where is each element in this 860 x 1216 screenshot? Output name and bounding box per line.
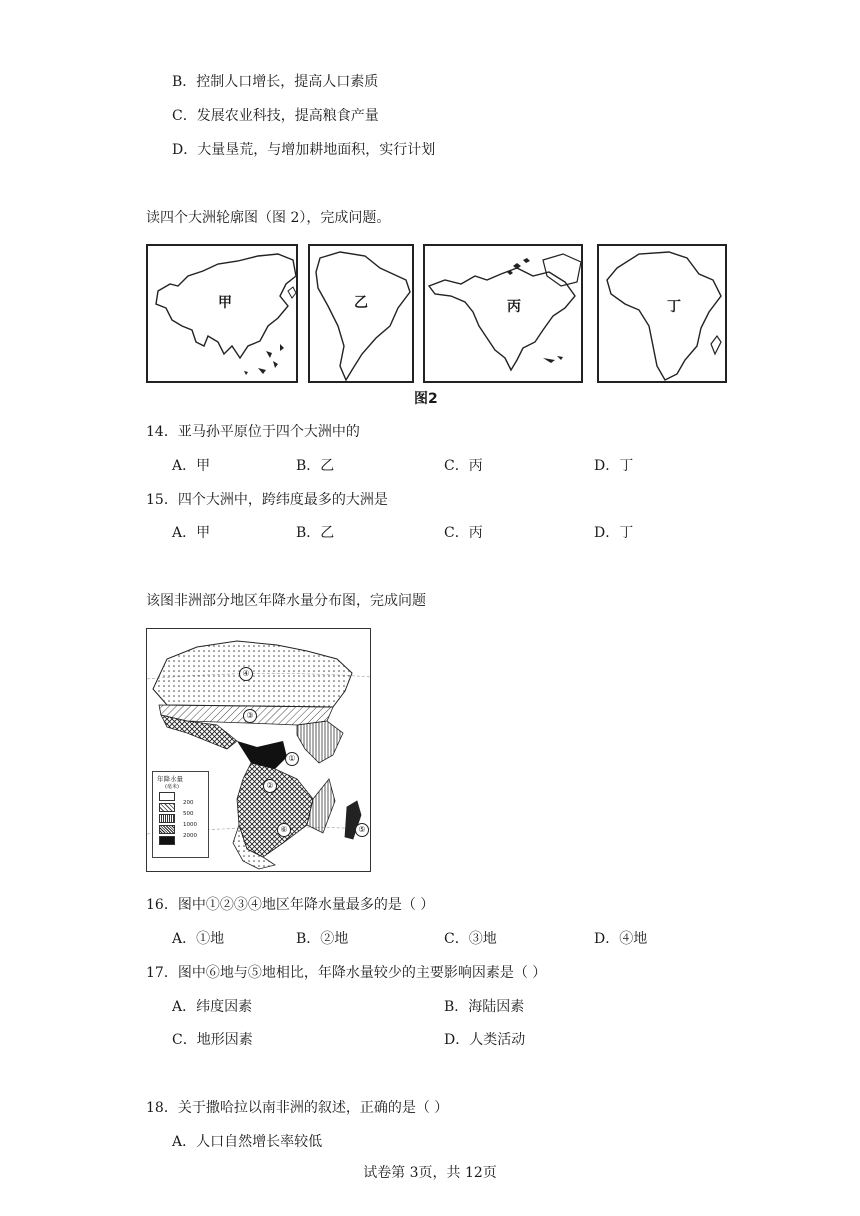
north-america-outline-icon — [425, 246, 583, 383]
map-north-america — [423, 244, 583, 383]
page-footer: 试卷第 3页，共 12页 — [363, 1165, 497, 1181]
q16-option-d: D．④地 — [594, 931, 648, 947]
africa-precipitation-map — [146, 628, 371, 872]
q17-option-d: D．人类活动 — [444, 1032, 526, 1048]
q15-option-c: C．丙 — [444, 525, 483, 541]
map-south-america — [308, 244, 414, 383]
section2-intro: 该图非洲部分地区年降水量分布图，完成问题 — [146, 593, 426, 609]
legend-swatch-1 — [159, 792, 175, 801]
legend-unit: (毫米) — [165, 784, 179, 790]
q16-option-a: A．①地 — [172, 931, 225, 947]
q17-stem: 17．图中⑥地与⑤地相比，年降水量较少的主要影响因素是（ ） — [146, 965, 547, 981]
q16-option-c: C．③地 — [444, 931, 497, 947]
legend-value-2000: 2000 — [183, 833, 197, 839]
legend-swatch-2 — [159, 803, 175, 812]
region-6-marker: ⑥ — [277, 823, 291, 837]
q17-option-b: B．海陆因素 — [444, 999, 525, 1015]
region-3-marker: ③ — [243, 709, 257, 723]
asia-outline-icon — [148, 246, 298, 383]
region-1-marker: ① — [285, 752, 299, 766]
q14-option-d: D．丁 — [594, 458, 634, 474]
q16-option-b: B．②地 — [296, 931, 349, 947]
q17-option-c: C．地形因素 — [172, 1032, 253, 1048]
q14-option-a: A．甲 — [172, 458, 211, 474]
legend-swatch-3 — [159, 814, 175, 823]
legend-swatch-5 — [159, 836, 175, 845]
figure-caption: 图2 — [414, 391, 438, 407]
map-label-bing: 丙 — [507, 299, 521, 315]
section1-intro: 读四个大洲轮廓图（图 2），完成问题。 — [146, 210, 391, 226]
map-asia — [146, 244, 298, 383]
q15-option-a: A．甲 — [172, 525, 211, 541]
q18-option-a: A．人口自然增长率较低 — [172, 1134, 323, 1150]
south-america-outline-icon — [310, 246, 414, 383]
precipitation-legend — [152, 771, 209, 858]
q15-stem: 15．四个大洲中，跨纬度最多的大洲是 — [146, 492, 388, 508]
region-4-marker: ④ — [239, 667, 253, 681]
q13-option-c: C．发展农业科技，提高粮食产量 — [172, 108, 379, 124]
q13-option-d: D．大量垦荒，与增加耕地面积，实行计划 — [172, 142, 436, 158]
map-label-jia: 甲 — [218, 295, 232, 311]
q17-option-a: A．纬度因素 — [172, 999, 253, 1015]
q18-stem: 18．关于撒哈拉以南非洲的叙述，正确的是（ ） — [146, 1100, 449, 1116]
legend-value-200: 200 — [183, 800, 194, 806]
q15-option-d: D．丁 — [594, 525, 634, 541]
legend-swatch-4 — [159, 825, 175, 834]
legend-value-500: 500 — [183, 811, 194, 817]
q14-option-b: B．乙 — [296, 458, 335, 474]
legend-value-1000: 1000 — [183, 822, 197, 828]
legend-title: 年降水量 — [157, 775, 183, 783]
q14-option-c: C．丙 — [444, 458, 483, 474]
q14-stem: 14．亚马孙平原位于四个大洲中的 — [146, 424, 360, 440]
map-label-yi: 乙 — [354, 295, 368, 311]
q15-option-b: B．乙 — [296, 525, 335, 541]
region-5-marker: ⑤ — [355, 823, 369, 837]
map-africa — [597, 244, 727, 383]
q13-option-b: B．控制人口增长，提高人口素质 — [172, 74, 379, 90]
q16-stem: 16．图中①②③④地区年降水量最多的是（ ） — [146, 897, 435, 913]
map-label-ding: 丁 — [667, 299, 681, 315]
africa-outline-icon — [599, 246, 727, 383]
region-2-marker: ② — [263, 779, 277, 793]
